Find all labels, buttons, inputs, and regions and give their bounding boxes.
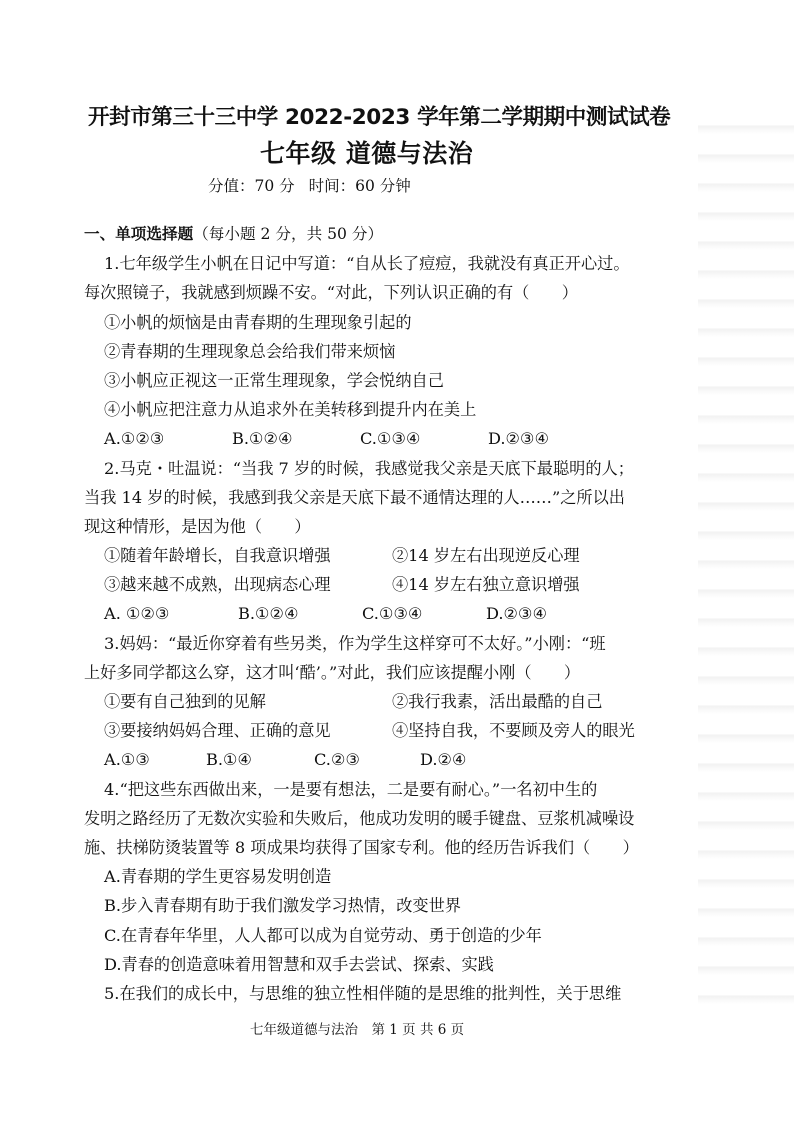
question-1-options bbox=[84, 424, 694, 453]
option-c[interactable]: C.①③④ bbox=[360, 429, 421, 449]
option-a[interactable]: A.①②③ bbox=[104, 429, 165, 449]
page-footer: 七年级道德与法治 第 1 页 共 6 页 bbox=[250, 1022, 465, 1038]
option-b[interactable]: B.①②④ bbox=[238, 604, 299, 624]
option-b[interactable]: B.步入青春期有助于我们激发学习热情，改变世界 bbox=[104, 896, 461, 916]
question-4-stem: 4.“把这些东西做出来，一是要有想法，二是要有耐心。”一名初中生的 bbox=[104, 779, 598, 799]
question-3-stem-cont: 上好多同学都这么穿，这才叫‘酷’。”对此，我们应该提醒小刚（ ） bbox=[84, 662, 581, 682]
option-b[interactable]: B.①④ bbox=[206, 750, 253, 770]
question-3-items-row bbox=[84, 716, 694, 745]
exam-body bbox=[84, 220, 694, 1008]
option-d[interactable]: D.青春的创造意味着用智慧和双手去尝试、探索、实践 bbox=[104, 954, 494, 974]
question-1-stem: 1.七年级学生小帆在日记中写道：“自从长了痘痘，我就没有真正开心过。 bbox=[104, 254, 630, 274]
section-title: 一、单项选择题 bbox=[84, 225, 194, 243]
option-a[interactable]: A.①③ bbox=[104, 750, 150, 770]
question-1-stem-cont: 每次照镜子，我就感到烦躁不安。“对此，下列认识正确的有（ ） bbox=[84, 283, 578, 303]
score-label: 分值：70 分 bbox=[208, 177, 295, 195]
section-note: （每小题 2 分，共 50 分） bbox=[193, 225, 384, 243]
question-3-stem: 3.妈妈：“最近你穿着有些另类，作为学生这样穿可不太好。”小刚：“班 bbox=[104, 633, 606, 653]
question-2-item: ①随着年龄增长，自我意识增强 bbox=[104, 546, 331, 566]
question-2-items-row bbox=[84, 570, 694, 599]
question-2-item: ④14 岁左右独立意识增强 bbox=[392, 575, 580, 595]
exam-subject: 七年级 道德与法治 bbox=[260, 139, 474, 168]
option-c[interactable]: C.在青春年华里，人人都可以成为自觉劳动、勇于创造的少年 bbox=[104, 925, 542, 945]
question-2-stem: 2.马克・吐温说：“当我 7 岁的时候，我感觉我父亲是天底下最聪明的人； bbox=[104, 458, 634, 478]
option-a[interactable]: A. ①②③ bbox=[104, 604, 170, 624]
question-4-stem-cont: 发明之路经历了无数次实验和失败后，他成功发明的暖手键盘、豆浆机减噪设 bbox=[84, 808, 635, 828]
question-1-item: ②青春期的生理现象总会给我们带来烦恼 bbox=[104, 341, 396, 361]
question-1-item: ④小帆应把注意力从追求外在美转移到提升内在美上 bbox=[104, 400, 477, 420]
option-c[interactable]: C.①③④ bbox=[362, 604, 423, 624]
option-b[interactable]: B.①②④ bbox=[232, 429, 293, 449]
question-3-item: ①要有自己独到的见解 bbox=[104, 692, 266, 711]
option-d[interactable]: D.②③④ bbox=[488, 429, 550, 449]
exam-meta bbox=[208, 174, 411, 196]
question-2-options bbox=[84, 599, 694, 628]
question-2-stem-cont: 现这种情形，是因为他（ ） bbox=[84, 516, 311, 536]
section-heading bbox=[84, 220, 694, 249]
question-3-item: ④坚持自我，不要顾及旁人的眼光 bbox=[392, 721, 635, 741]
question-3-items-row bbox=[84, 687, 694, 716]
question-4-stem-cont: 施、扶梯防烫装置等 8 项成果均获得了国家专利。他的经历告诉我们（ ） bbox=[84, 837, 639, 857]
option-a[interactable]: A.青春期的学生更容易发明创造 bbox=[104, 867, 332, 887]
question-3-item: ③要接纳妈妈合理、正确的意见 bbox=[104, 721, 331, 741]
question-1-item: ①小帆的烦恼是由青春期的生理现象引起的 bbox=[104, 312, 412, 332]
option-d[interactable]: D.②④ bbox=[420, 750, 467, 770]
question-2-item: ③越来越不成熟，出现病态心理 bbox=[104, 575, 331, 595]
time-label: 时间：60 分钟 bbox=[308, 177, 411, 195]
bleed-through-shading bbox=[698, 105, 794, 1005]
exam-title: 开封市第三十三中学 2022-2023 学年第二学期期中测试试卷 bbox=[88, 105, 671, 130]
question-2-item: ②14 岁左右出现逆反心理 bbox=[392, 546, 580, 566]
question-2-items-row bbox=[84, 541, 694, 570]
question-3-options bbox=[84, 745, 694, 774]
option-c[interactable]: C.②③ bbox=[314, 750, 360, 770]
question-5-stem: 5.在我们的成长中，与思维的独立性相伴随的是思维的批判性，关于思维 bbox=[104, 983, 622, 1003]
option-d[interactable]: D.②③④ bbox=[486, 604, 548, 624]
question-1-item: ③小帆应正视这一正常生理现象，学会悦纳自己 bbox=[104, 370, 444, 390]
question-2-stem-cont: 当我 14 岁的时候，我感到我父亲是天底下最不通情达理的人……”之所以出 bbox=[84, 487, 625, 507]
question-3-item: ②我行我素，活出最酷的自己 bbox=[392, 692, 603, 711]
